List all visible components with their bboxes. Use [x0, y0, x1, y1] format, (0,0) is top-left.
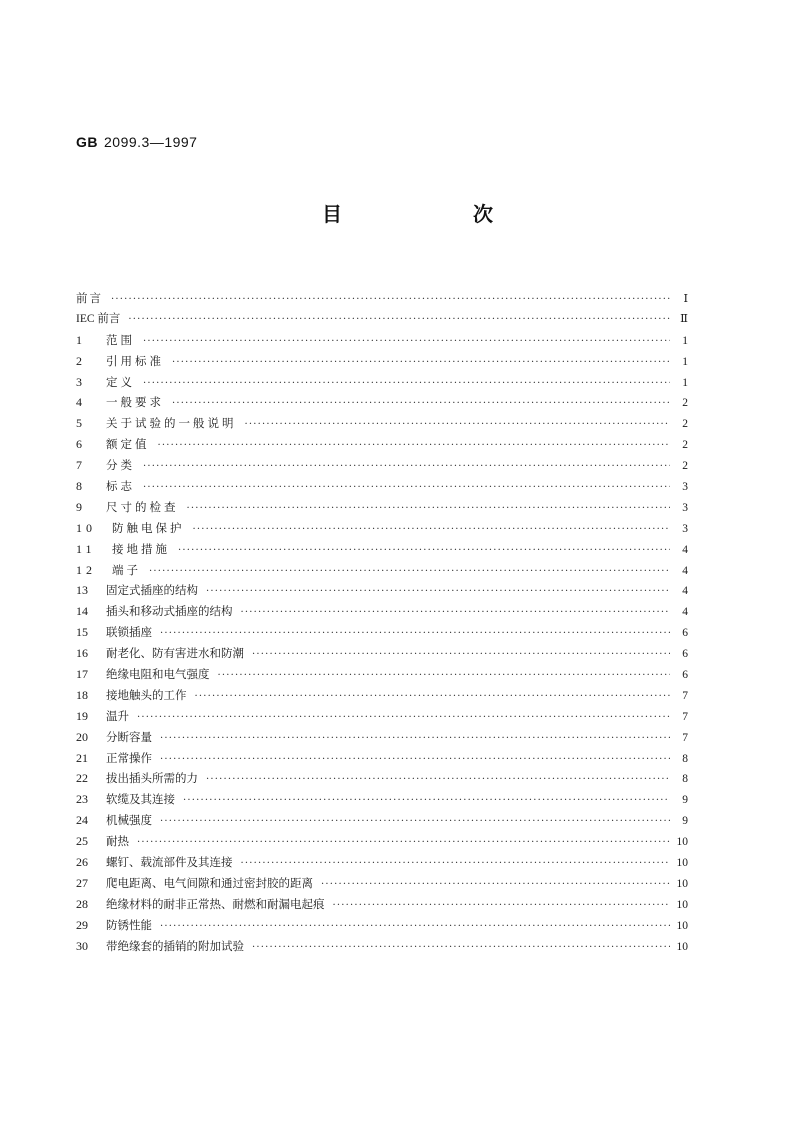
toc-entry-number: 19: [76, 708, 88, 723]
toc-entry-label: 分类: [106, 458, 135, 473]
toc-entry-label: 绝缘材料的耐非正常热、耐燃和耐漏电起痕: [106, 896, 325, 911]
toc-entry[interactable]: [76, 330, 688, 351]
toc-leader-dots: [178, 541, 670, 562]
toc-entry[interactable]: [76, 789, 688, 810]
toc-leader-dots: [143, 478, 670, 499]
toc-leader-dots: [160, 729, 670, 750]
toc-leader-dots: [252, 645, 670, 666]
toc-entry-page: 10: [676, 898, 688, 911]
toc-entry-number: 23: [76, 792, 88, 807]
toc-entry-page: 4: [682, 585, 688, 598]
toc-entry-page: 9: [682, 794, 688, 807]
toc-entry[interactable]: [76, 518, 688, 539]
toc-entry-number: 25: [76, 834, 88, 849]
toc-leader-dots: [128, 310, 670, 331]
toc-entry-page: 3: [682, 522, 688, 535]
toc-entry-page: 1: [682, 355, 688, 368]
toc-entry-label: 尺寸的检查: [106, 499, 179, 514]
toc-leader-dots: [158, 436, 671, 457]
toc-entry-label: 耐热: [106, 834, 129, 849]
toc-entry-number: 29: [76, 917, 88, 932]
toc-entry-number: 15: [76, 625, 88, 640]
toc-entry-page: 2: [682, 418, 688, 431]
toc-leader-dots: [160, 624, 670, 645]
toc-leader-dots: [172, 394, 670, 415]
toc-leader-dots: [172, 353, 670, 374]
toc-entry-number: 12: [76, 562, 96, 577]
toc-entry-page: 8: [682, 752, 688, 765]
toc-entry[interactable]: [76, 894, 688, 915]
toc-entry-page: 10: [676, 919, 688, 932]
toc-entry-page: 2: [682, 439, 688, 452]
toc-entry-label: 范围: [106, 332, 135, 347]
toc-entry-label: 带绝缘套的插销的附加试验: [106, 938, 244, 953]
toc-leader-dots: [137, 833, 670, 854]
toc-entry-page: 3: [682, 501, 688, 514]
toc-leader-dots: [195, 687, 671, 708]
toc-leader-dots: [137, 708, 670, 729]
toc-entry[interactable]: [76, 685, 688, 706]
toc-entry-number: 30: [76, 938, 88, 953]
toc-entry-label: 固定式插座的结构: [106, 583, 198, 598]
toc-entry[interactable]: [76, 622, 688, 643]
toc-entry-label: 联锁插座: [106, 625, 152, 640]
toc-entry-page: 10: [676, 877, 688, 890]
toc-entry[interactable]: [76, 852, 688, 873]
page-title: 目 次: [322, 202, 555, 226]
toc-entry-page: Ⅱ: [680, 312, 688, 325]
toc-entry-number: 16: [76, 646, 88, 661]
toc-entry-page: 6: [682, 648, 688, 661]
toc-entry-page: 1: [682, 334, 688, 347]
toc-entry-page: 2: [682, 460, 688, 473]
standard-number: 2099.3—1997: [104, 134, 198, 150]
toc-entry[interactable]: [76, 706, 688, 727]
toc-entry[interactable]: [76, 392, 688, 413]
toc-entry-label: 绝缘电阻和电气强度: [106, 667, 210, 682]
toc-entry-label: 插头和移动式插座的结构: [106, 604, 233, 619]
toc-entry-label: IEC 前言: [76, 312, 121, 325]
toc-entry[interactable]: [76, 936, 688, 957]
toc-leader-dots: [241, 603, 671, 624]
toc-entry-number: 20: [76, 729, 88, 744]
toc-entry[interactable]: [76, 768, 688, 789]
toc-entry[interactable]: [76, 727, 688, 748]
toc-entry[interactable]: [76, 560, 688, 581]
toc-entry-number: 2: [76, 353, 82, 368]
toc-entry[interactable]: [76, 601, 688, 622]
toc-entry-label: 软缆及其连接: [106, 792, 175, 807]
toc-entry-label: 机械强度: [106, 813, 152, 828]
standard-prefix: GB: [76, 134, 98, 150]
toc-entry-number: 28: [76, 896, 88, 911]
toc-entry-number: 13: [76, 583, 88, 598]
toc-entry-label: 端子: [112, 562, 141, 577]
toc-entry-number: 17: [76, 667, 88, 682]
toc-entry-number: 26: [76, 855, 88, 870]
toc-leader-dots: [160, 917, 670, 938]
toc-entry[interactable]: [76, 664, 688, 685]
toc-entry-number: 7: [76, 458, 82, 473]
toc-entry-number: 22: [76, 771, 88, 786]
toc-leader-dots: [160, 812, 670, 833]
toc-entry-number: 24: [76, 813, 88, 828]
toc-leader-dots: [206, 582, 670, 603]
table-of-contents: [76, 288, 688, 957]
toc-leader-dots: [321, 875, 670, 896]
toc-entry-number: 18: [76, 687, 88, 702]
toc-entry-label: 温升: [106, 708, 129, 723]
toc-leader-dots: [252, 938, 670, 959]
toc-entry-page: 10: [676, 857, 688, 870]
toc-entry-label: 正常操作: [106, 750, 152, 765]
toc-entry-label: 接地触头的工作: [106, 687, 187, 702]
toc-entry-label: 分断容量: [106, 729, 152, 744]
toc-entry-page: 4: [682, 564, 688, 577]
toc-entry-number: 3: [76, 374, 82, 389]
toc-entry-page: 8: [682, 773, 688, 786]
toc-leader-dots: [143, 457, 670, 478]
toc-leader-dots: [143, 332, 670, 353]
toc-leader-dots: [183, 791, 670, 812]
toc-entry-label: 螺钉、载流部件及其连接: [106, 855, 233, 870]
toc-leader-dots: [218, 666, 671, 687]
toc-entry-number: 8: [76, 479, 82, 494]
toc-entry-number: 6: [76, 437, 82, 452]
toc-entry-number: 4: [76, 395, 82, 410]
toc-entry[interactable]: [76, 748, 688, 769]
toc-entry-page: 2: [682, 397, 688, 410]
toc-entry-label: 爬电距离、电气间隙和通过密封胶的距离: [106, 875, 313, 890]
toc-entry-page: 10: [676, 940, 688, 953]
toc-entry-preface[interactable]: [76, 288, 688, 309]
toc-entry[interactable]: [76, 434, 688, 455]
toc-entry-page: 6: [682, 627, 688, 640]
toc-entry-number: 10: [76, 520, 96, 535]
toc-entry-page: 7: [682, 710, 688, 723]
toc-entry-number: 21: [76, 750, 88, 765]
toc-entry-page: Ⅰ: [683, 293, 688, 305]
toc-leader-dots: [241, 854, 671, 875]
toc-entry-number: 1: [76, 332, 82, 347]
toc-entry-page: 6: [682, 669, 688, 682]
toc-leader-dots: [149, 562, 670, 583]
toc-entry[interactable]: [76, 873, 688, 894]
toc-entry-number: 27: [76, 875, 88, 890]
toc-entry-label: 关于试验的一般说明: [106, 416, 237, 431]
toc-leader-dots: [111, 290, 670, 311]
toc-entry-label: 防触电保护: [112, 520, 185, 535]
toc-entry[interactable]: [76, 372, 688, 393]
toc-leader-dots: [333, 896, 671, 917]
document-code: [76, 134, 197, 150]
toc-entry[interactable]: [76, 497, 688, 518]
toc-entry-iec-preface[interactable]: [76, 309, 688, 330]
toc-entry-page: 4: [682, 543, 688, 556]
toc-entry-page: 7: [682, 731, 688, 744]
toc-entry-label: 一般要求: [106, 395, 164, 410]
toc-entry[interactable]: [76, 455, 688, 476]
toc-leader-dots: [160, 750, 670, 771]
toc-entry[interactable]: [76, 580, 688, 601]
toc-leader-dots: [206, 770, 670, 791]
toc-leader-dots: [187, 499, 671, 520]
toc-entry-label: 接地措施: [112, 541, 170, 556]
toc-entry-page: 10: [676, 836, 688, 849]
toc-entry[interactable]: [76, 643, 688, 664]
toc-leader-dots: [143, 374, 670, 395]
toc-entry-page: 1: [682, 376, 688, 389]
toc-entry-label: 拔出插头所需的力: [106, 771, 198, 786]
toc-entry-page: 7: [682, 689, 688, 702]
toc-entry-label: 标志: [106, 479, 135, 494]
toc-entry[interactable]: [76, 831, 688, 852]
toc-entry[interactable]: [76, 351, 688, 372]
toc-entry-number: 9: [76, 499, 82, 514]
toc-entry[interactable]: [76, 413, 688, 434]
toc-entry-page: 4: [682, 606, 688, 619]
toc-entry-number: 14: [76, 604, 88, 619]
toc-entry[interactable]: [76, 810, 688, 831]
toc-entry-label: 耐老化、防有害进水和防潮: [106, 646, 244, 661]
toc-entry[interactable]: [76, 476, 688, 497]
toc-entry-number: 5: [76, 416, 82, 431]
toc-entry-page: 9: [682, 815, 688, 828]
toc-entry-number: 11: [76, 541, 96, 556]
toc-leader-dots: [245, 415, 671, 436]
toc-entry-label: 定义: [106, 374, 135, 389]
toc-entry-label: 前言: [76, 291, 103, 305]
toc-entry[interactable]: [76, 539, 688, 560]
toc-entry-page: 3: [682, 481, 688, 494]
toc-entry-label: 防锈性能: [106, 917, 152, 932]
toc-entry-label: 引用标准: [106, 353, 164, 368]
toc-leader-dots: [193, 520, 671, 541]
toc-entry-label: 额定值: [106, 437, 150, 452]
toc-entry[interactable]: [76, 915, 688, 936]
